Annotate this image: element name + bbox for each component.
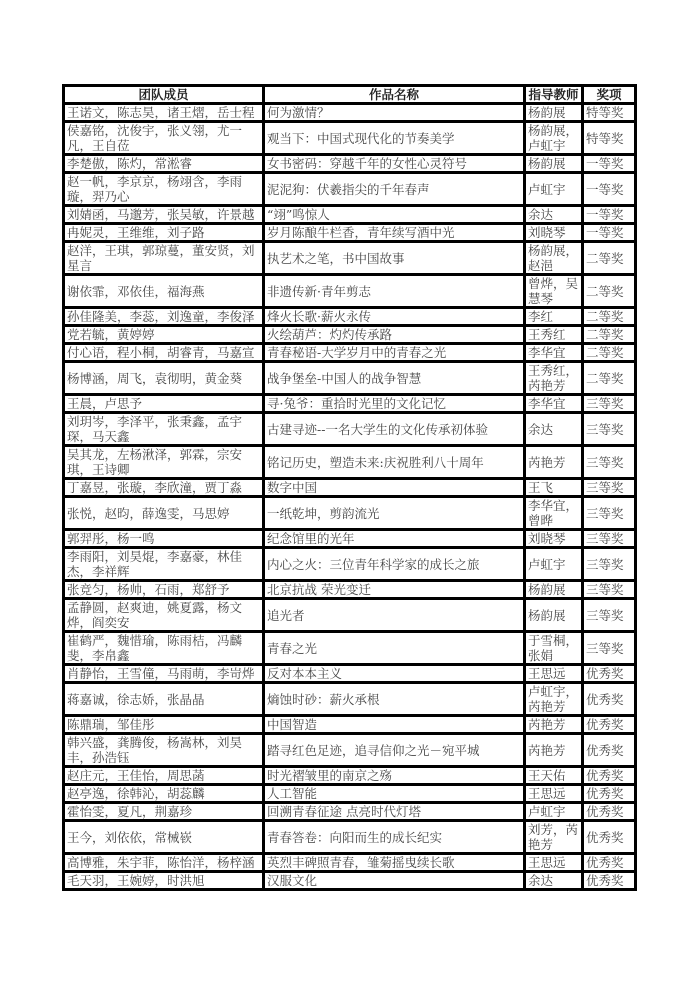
cell-advisor: 李红 [525, 308, 583, 326]
cell-award: 三等奖 [583, 599, 636, 632]
cell-members: 赵一帆，李京京，杨翊含，李雨璇，羿乃心 [64, 173, 264, 206]
cell-advisor: 芮艳芳 [525, 446, 583, 479]
cell-members: 王今，刘依依，常械嵚 [64, 821, 264, 854]
cell-award: 优秀奖 [583, 854, 636, 872]
cell-work-title: 青春之光 [264, 632, 525, 665]
table-row [64, 581, 636, 599]
cell-advisor: 李华宜 [525, 344, 583, 362]
cell-work-title: 观当下：中国式现代化的节奏美学 [264, 122, 525, 155]
cell-advisor: 杨韵展 [525, 155, 583, 173]
cell-advisor: 王秀红 [525, 326, 583, 344]
cell-members: 赵亭逸，徐韩沁，胡蕊麟 [64, 785, 264, 803]
cell-work-title: 何为激情？ [264, 104, 525, 122]
cell-advisor: 王飞 [525, 479, 583, 497]
cell-members: 郭羿彤，杨一鸣 [64, 530, 264, 548]
cell-advisor: 芮艳芳 [525, 716, 583, 734]
cell-award: 三等奖 [583, 413, 636, 446]
cell-members: 李楚傲，陈灼，常淞睿 [64, 155, 264, 173]
cell-advisor: 李华宜 [525, 395, 583, 413]
cell-work-title: 反对本本主义 [264, 665, 525, 683]
cell-members: 崔鹤严，魏惜瑜，陈雨桔，冯麟斐，李帛鑫 [64, 632, 264, 665]
cell-advisor: 余达 [525, 413, 583, 446]
cell-award: 二等奖 [583, 344, 636, 362]
cell-advisor: 王秀红，芮艳芳 [525, 362, 583, 395]
cell-award: 三等奖 [583, 479, 636, 497]
table-row [64, 665, 636, 683]
cell-advisor: 卢虹宇，芮艳芳 [525, 683, 583, 716]
cell-members: 张竞匀，杨帅，石雨，郑舒予 [64, 581, 264, 599]
cell-members: 霍怡雯，夏凡，荆嘉珍 [64, 803, 264, 821]
cell-advisor: 卢虹宇 [525, 803, 583, 821]
cell-work-title: 纪念馆里的光年 [264, 530, 525, 548]
cell-award: 优秀奖 [583, 803, 636, 821]
cell-advisor: 刘芳，芮艳芳 [525, 821, 583, 854]
cell-advisor: 杨韵展，赵浥 [525, 242, 583, 275]
cell-work-title: 英烈丰碑照青春，雏菊摇曳续长歌 [264, 854, 525, 872]
cell-work-title: 寻·兔爷：重拾时光里的文化记忆 [264, 395, 525, 413]
cell-work-title: 汉服文化 [264, 872, 525, 890]
cell-award: 优秀奖 [583, 821, 636, 854]
table-row [64, 632, 636, 665]
cell-members: 王晨，卢思予 [64, 395, 264, 413]
cell-members: 赵洋，王琪，郭琼蔓，董安贤，刘星言 [64, 242, 264, 275]
table-row [64, 683, 636, 716]
table-row [64, 548, 636, 581]
document-page [62, 84, 634, 891]
cell-members: 刘婧函，马邈芳，张吴敏，许景越 [64, 206, 264, 224]
cell-members: 张悦，赵昀，薛逸雯，马思婷 [64, 497, 264, 530]
cell-award: 一等奖 [583, 224, 636, 242]
cell-award: 优秀奖 [583, 872, 636, 890]
cell-members: 冉妮灵，王维维，刘子路 [64, 224, 264, 242]
cell-award: 二等奖 [583, 275, 636, 308]
cell-work-title: 非遗传新·青年剪志 [264, 275, 525, 308]
table-row [64, 530, 636, 548]
cell-members: 肖静怡，王雪僮，马雨萌，李岢烨 [64, 665, 264, 683]
cell-work-title: 回溯青春征途 点亮时代灯塔 [264, 803, 525, 821]
cell-award: 优秀奖 [583, 665, 636, 683]
awards-table [62, 84, 637, 891]
cell-work-title: 一纸乾坤，剪韵流光 [264, 497, 525, 530]
cell-award: 一等奖 [583, 206, 636, 224]
cell-award: 优秀奖 [583, 734, 636, 767]
header-work-title: 作品名称 [264, 86, 525, 104]
cell-work-title: 时光褶皱里的南京之殇 [264, 767, 525, 785]
cell-work-title: “翊”鸣惊人 [264, 206, 525, 224]
cell-advisor: 王思远 [525, 785, 583, 803]
cell-members: 党若毓，黄婷婷 [64, 326, 264, 344]
cell-award: 三等奖 [583, 632, 636, 665]
table-body [64, 104, 636, 890]
cell-award: 三等奖 [583, 497, 636, 530]
cell-members: 谢依霏，邓依佳，福海燕 [64, 275, 264, 308]
cell-work-title: 数字中国 [264, 479, 525, 497]
cell-work-title: 青春秘语-大学岁月中的青春之光 [264, 344, 525, 362]
table-row [64, 821, 636, 854]
table-row [64, 854, 636, 872]
table-row [64, 479, 636, 497]
table-row [64, 803, 636, 821]
cell-members: 丁嘉昱，张璇，李欣潼，贾丁淼 [64, 479, 264, 497]
cell-work-title: 北京抗战 荣光变迁 [264, 581, 525, 599]
table-row [64, 497, 636, 530]
table-header-row [64, 86, 636, 104]
cell-award: 优秀奖 [583, 767, 636, 785]
cell-award: 三等奖 [583, 395, 636, 413]
cell-members: 付心语，程小桐，胡睿青，马嘉宣 [64, 344, 264, 362]
cell-advisor: 芮艳芳 [525, 734, 583, 767]
cell-advisor: 卢虹宇 [525, 173, 583, 206]
cell-members: 陈鼎瑞，邹佳彤 [64, 716, 264, 734]
cell-members: 杨博涵，周飞，袁彻明，黄金葵 [64, 362, 264, 395]
cell-work-title: 岁月陈酿牛栏香，青年续写酒中光 [264, 224, 525, 242]
cell-advisor: 刘晓琴 [525, 530, 583, 548]
table-row [64, 308, 636, 326]
cell-award: 二等奖 [583, 362, 636, 395]
cell-award: 三等奖 [583, 530, 636, 548]
table-row [64, 104, 636, 122]
header-award: 奖项 [583, 86, 636, 104]
cell-work-title: 烽火长歌·薪火永传 [264, 308, 525, 326]
table-row [64, 326, 636, 344]
cell-advisor: 曾烨，吴慧琴 [525, 275, 583, 308]
cell-members: 李雨阳，刘昊焜，李嘉豪，林佳杰，李祥辉 [64, 548, 264, 581]
cell-advisor: 刘晓琴 [525, 224, 583, 242]
cell-award: 三等奖 [583, 548, 636, 581]
cell-work-title: 泥泥狗：伏羲指尖的千年春声 [264, 173, 525, 206]
cell-award: 二等奖 [583, 326, 636, 344]
cell-award: 优秀奖 [583, 716, 636, 734]
cell-advisor: 王天佑 [525, 767, 583, 785]
cell-members: 蒋嘉诚，徐志娇，张晶晶 [64, 683, 264, 716]
cell-advisor: 王思远 [525, 665, 583, 683]
cell-members: 孙佳隆美，李蕊，刘逸童，李俊泽 [64, 308, 264, 326]
table-row [64, 344, 636, 362]
table-row [64, 206, 636, 224]
cell-award: 特等奖 [583, 122, 636, 155]
header-members: 团队成员 [64, 86, 264, 104]
cell-work-title: 战争堡垒-中国人的战争智慧 [264, 362, 525, 395]
header-advisor: 指导教师 [525, 86, 583, 104]
cell-award: 优秀奖 [583, 785, 636, 803]
cell-work-title: 踏寻红色足迹，追寻信仰之光－宛平城 [264, 734, 525, 767]
cell-members: 侯嘉铭，沈俊宇，张义翎，尤一凡，王自莅 [64, 122, 264, 155]
cell-advisor: 李华宜，曾晔 [525, 497, 583, 530]
table-row [64, 395, 636, 413]
table-row [64, 413, 636, 446]
cell-members: 高博雅，朱宇菲，陈怡洋，杨梓涵 [64, 854, 264, 872]
table-row [64, 734, 636, 767]
cell-advisor: 杨韵展 [525, 599, 583, 632]
cell-advisor: 杨韵展 [525, 104, 583, 122]
table-row [64, 275, 636, 308]
cell-members: 刘玥岑，李泽平，张秉鑫，孟宇琛，马天鑫 [64, 413, 264, 446]
cell-advisor: 于雪桐，张娟 [525, 632, 583, 665]
table-row [64, 224, 636, 242]
cell-award: 二等奖 [583, 242, 636, 275]
cell-work-title: 内心之火：三位青年科学家的成长之旅 [264, 548, 525, 581]
cell-members: 王诺文，陈志昊，诸王熠，岳士程 [64, 104, 264, 122]
cell-work-title: 火绘葫芦：灼灼传承路 [264, 326, 525, 344]
cell-advisor: 杨韵展 [525, 581, 583, 599]
cell-advisor: 余达 [525, 872, 583, 890]
cell-members: 赵庄元，王佳怡，周思菡 [64, 767, 264, 785]
cell-award: 三等奖 [583, 581, 636, 599]
table-row [64, 716, 636, 734]
cell-award: 优秀奖 [583, 683, 636, 716]
table-row [64, 446, 636, 479]
cell-work-title: 人工智能 [264, 785, 525, 803]
table-row [64, 599, 636, 632]
cell-members: 韩兴盛，龚腾俊，杨嵩林，刘昊丰，孙浩钰 [64, 734, 264, 767]
table-row [64, 173, 636, 206]
cell-work-title: 中国智造 [264, 716, 525, 734]
cell-members: 孟静圆，赵爽迪，姚夏露，杨文烨，阎奕安 [64, 599, 264, 632]
cell-work-title: 追光者 [264, 599, 525, 632]
cell-work-title: 女书密码：穿越千年的女性心灵符号 [264, 155, 525, 173]
table-row [64, 767, 636, 785]
cell-advisor: 王思远 [525, 854, 583, 872]
cell-work-title: 执艺术之笔，书中国故事 [264, 242, 525, 275]
cell-work-title: 青春答卷：向阳而生的成长纪实 [264, 821, 525, 854]
cell-award: 二等奖 [583, 308, 636, 326]
cell-advisor: 余达 [525, 206, 583, 224]
table-row [64, 362, 636, 395]
table-row [64, 785, 636, 803]
cell-award: 特等奖 [583, 104, 636, 122]
cell-work-title: 铭记历史，塑造未来:庆祝胜利八十周年 [264, 446, 525, 479]
table-row [64, 242, 636, 275]
cell-award: 三等奖 [583, 446, 636, 479]
table-row [64, 872, 636, 890]
cell-members: 吴其龙，左杨湫泽，郭霖，宗安琪，王诗卿 [64, 446, 264, 479]
cell-work-title: 熵蚀时砂：薪火承根 [264, 683, 525, 716]
cell-work-title: 古建寻迹--一名大学生的文化传承初体验 [264, 413, 525, 446]
table-row [64, 122, 636, 155]
cell-members: 毛天羽，王婉婷，时洪旭 [64, 872, 264, 890]
table-row [64, 155, 636, 173]
cell-advisor: 卢虹宇 [525, 548, 583, 581]
cell-award: 一等奖 [583, 173, 636, 206]
cell-award: 一等奖 [583, 155, 636, 173]
cell-advisor: 杨韵展，卢虹宇 [525, 122, 583, 155]
